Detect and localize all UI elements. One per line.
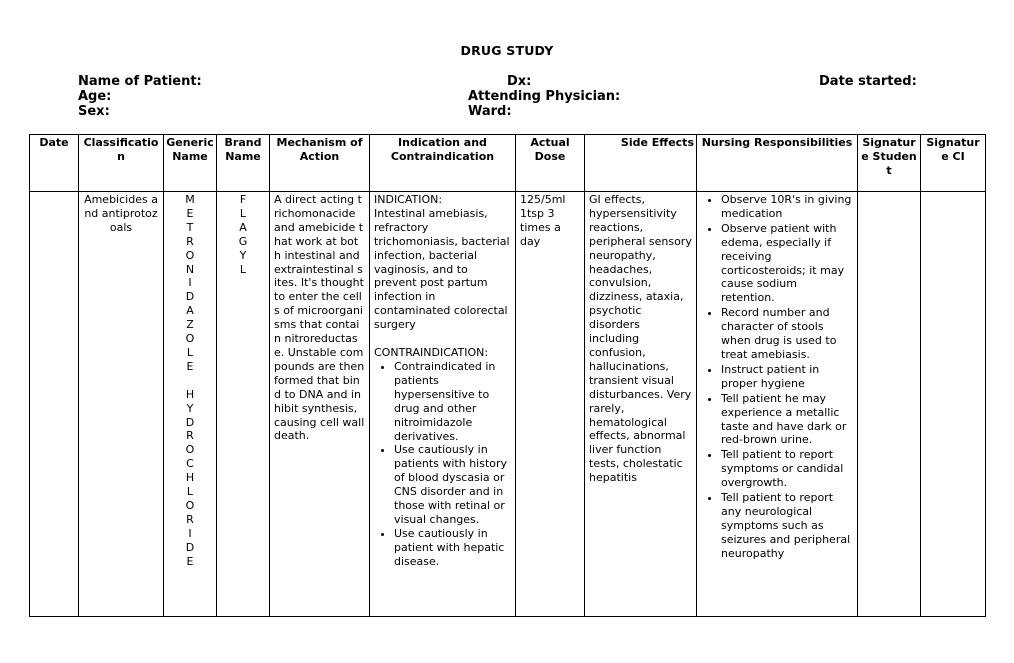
date-started-label: Date started: (819, 74, 917, 89)
vertical-letter: T (186, 220, 194, 234)
vertical-letter: L (239, 262, 247, 276)
table-header-row (30, 135, 986, 192)
col-header-date: Date (30, 135, 79, 192)
col-header-indication: Indication and Contraindication (370, 135, 516, 192)
vertical-letter: C (186, 457, 194, 471)
vertical-letter: Z (186, 318, 194, 332)
vertical-letter: H (185, 387, 195, 401)
col-header-mechanism: Mechanism of Action (270, 135, 370, 192)
contraindication-item: • Use cautiously in patient with hepatic disease. (394, 527, 511, 569)
attending-physician-label: Attending Physician: (468, 89, 621, 104)
vertical-letter: R (186, 429, 194, 443)
patient-info-middle (468, 74, 620, 119)
nursing-item: • Record number and character of stools when drug is used to treat amebiasis. (721, 306, 853, 362)
col-header-classification: Classification (79, 135, 164, 192)
vertical-letter: L (186, 345, 194, 359)
generic-name-vertical (168, 193, 212, 568)
cell-generic-name (164, 192, 217, 617)
col-header-signature-student: Signature Student (858, 135, 921, 192)
cell-signature-ci (921, 192, 986, 617)
vertical-letter: G (238, 234, 248, 248)
contraindication-item: • Contraindicated in patients hypersensitive to drug and other nitroimidazole derivatives. (394, 360, 511, 443)
nursing-item: • Tell patient he may experience a metallic taste and have dark or red-brown urine. (721, 392, 853, 448)
vertical-letter: O (185, 498, 195, 512)
col-header-signature-ci: Signature CI (921, 135, 986, 192)
vertical-letter: I (188, 276, 192, 290)
vertical-letter: A (239, 220, 247, 234)
cell-classification: Amebicides and antiprotozoals (79, 192, 164, 617)
contraindication-label: CONTRAINDICATION: (374, 346, 489, 360)
col-header-side-effects: Side Effects (585, 135, 697, 192)
cell-date (30, 192, 79, 617)
col-header-dose: Actual Dose (516, 135, 585, 192)
vertical-letter: D (185, 540, 195, 554)
cell-mechanism: A direct acting trichomonacide and amebicide that work at both intestinal and extraintestinal sites. It's thought to enter the cells of microorganisms that contain nitroreductase. Unstable compounds are then formed that bind to DNA and inhibit synthesis, causing cell wall death. (270, 192, 370, 617)
vertical-letter: O (185, 248, 195, 262)
vertical-letter: D (185, 290, 195, 304)
nursing-item: • Observe patient with edema, especially if receiving corticosteroids; it may cause sodium retention. (721, 222, 853, 305)
vertical-letter: O (185, 332, 195, 346)
name-of-patient-label: Name of Patient: (78, 74, 202, 89)
indication-label: INDICATION: (374, 193, 443, 206)
vertical-letter: E (186, 359, 194, 373)
vertical-letter: D (185, 415, 195, 429)
dx-label: Dx: (507, 74, 532, 89)
cell-nursing (697, 192, 858, 617)
vertical-letter: Y (239, 248, 247, 262)
vertical-letter: E (186, 206, 194, 220)
vertical-letter: A (186, 304, 194, 318)
patient-info-left (78, 74, 202, 119)
cell-brand-name (217, 192, 270, 617)
vertical-letter: O (185, 443, 195, 457)
nursing-item: • Tell patient to report symptoms or candidal overgrowth. (721, 448, 853, 490)
nursing-list (701, 193, 853, 561)
cell-indication (370, 192, 516, 617)
age-label: Age: (78, 89, 112, 104)
vertical-letter: R (186, 512, 194, 526)
col-header-nursing: Nursing Responsibilities (697, 135, 858, 192)
cell-side-effects: GI effects, hypersensitivity reactions, peripheral sensory neuropathy, headaches, convulsion, dizziness, ataxia, psychotic disorders including confusion, hallucinations, transient visual disturbances. Very rarely, hematological effects, abnormal liver function tests, cholestatic hepatitis (585, 192, 697, 617)
vertical-letter: F (239, 193, 247, 206)
vertical-letter: Y (186, 401, 194, 415)
cell-dose: 125/5ml 1tsp 3 times a day (516, 192, 585, 617)
vertical-letter (168, 374, 212, 388)
vertical-letter: L (239, 206, 247, 220)
drug-study-table (29, 134, 986, 617)
indication-text: Intestinal amebiasis, refractory trichomoniasis, bacterial infection, bacterial vaginosis, and to prevent post partum infection in contaminated colorectal surgery (374, 206, 510, 332)
brand-name-vertical (221, 193, 265, 276)
vertical-letter: R (186, 234, 194, 248)
nursing-item: • Tell patient to report any neurological symptoms such as seizures and peripheral neuropathy (721, 491, 853, 561)
page-title: DRUG STUDY (460, 43, 554, 58)
vertical-letter: I (188, 526, 192, 540)
col-header-brand-name: Brand Name (217, 135, 270, 192)
contraindication-list (374, 360, 511, 569)
nursing-item: • Instruct patient in proper hygiene (721, 363, 853, 391)
ward-label: Ward: (468, 104, 512, 119)
vertical-letter: M (185, 193, 195, 206)
cell-signature-student (858, 192, 921, 617)
nursing-item: • Observe 10R's in giving medication (721, 193, 853, 221)
col-header-generic-name: Generic Name (164, 135, 217, 192)
vertical-letter: E (186, 554, 194, 568)
vertical-letter: N (185, 262, 195, 276)
vertical-letter: L (186, 485, 194, 499)
table-row (30, 192, 986, 617)
sex-label: Sex: (78, 104, 110, 119)
vertical-letter: H (185, 471, 195, 485)
contraindication-item: • Use cautiously in patients with history of blood dyscasia or CNS disorder and in those with retinal or visual changes. (394, 443, 511, 526)
